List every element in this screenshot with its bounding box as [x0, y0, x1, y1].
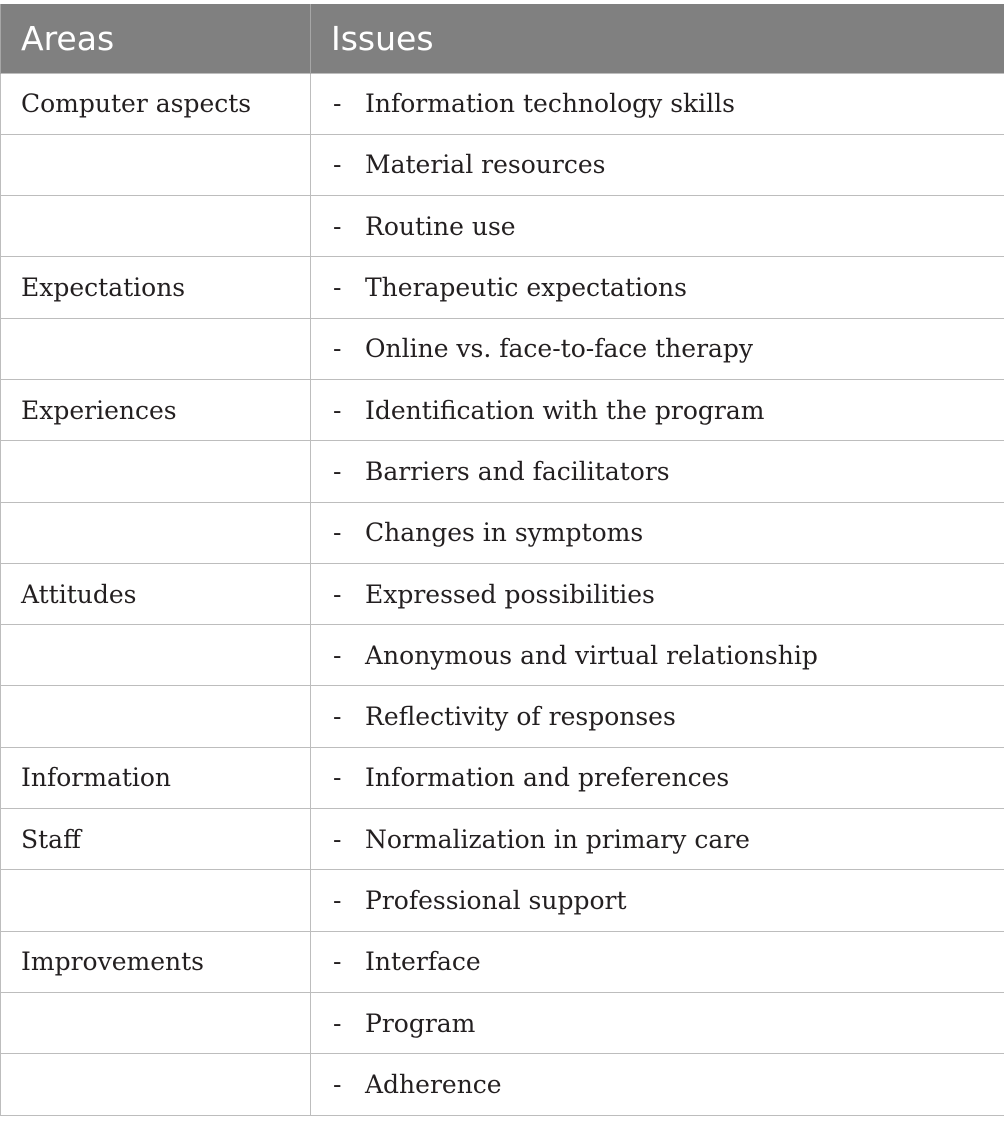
area-cell: Computer aspects	[1, 73, 311, 134]
table-row	[1, 502, 1004, 563]
issue-cell	[311, 870, 1004, 931]
areas-issues-table	[0, 4, 1004, 1116]
bullet-dash: -	[333, 947, 342, 977]
area-cell	[1, 441, 311, 502]
issue-cell	[311, 809, 1004, 870]
bullet-dash: -	[333, 89, 342, 119]
area-cell	[1, 625, 311, 686]
bullet-dash: -	[333, 579, 342, 609]
issue-text: Therapeutic expectations	[365, 273, 687, 303]
issue-cell	[311, 441, 1004, 502]
table-row	[1, 73, 1004, 134]
bullet-dash: -	[333, 395, 342, 425]
issue-cell	[311, 502, 1004, 563]
areas-issues-table-container	[0, 4, 1004, 1116]
area-cell: Attitudes	[1, 563, 311, 624]
area-cell: Staff	[1, 809, 311, 870]
table-row	[1, 134, 1004, 195]
issue-cell	[311, 134, 1004, 195]
area-cell	[1, 992, 311, 1053]
issue-text: Adherence	[365, 1069, 502, 1099]
issue-cell	[311, 73, 1004, 134]
issue-text: Barriers and facilitators	[365, 456, 670, 486]
table-body	[1, 73, 1004, 1115]
header-issues: Issues	[311, 4, 1004, 73]
area-cell: Information	[1, 747, 311, 808]
issue-text: Changes in symptoms	[365, 518, 644, 548]
table-row	[1, 870, 1004, 931]
issue-text: Anonymous and virtual relationship	[365, 640, 818, 670]
table-row	[1, 379, 1004, 440]
issue-cell	[311, 931, 1004, 992]
issue-text: Routine use	[365, 211, 516, 241]
bullet-dash: -	[333, 702, 342, 732]
issue-text: Program	[365, 1008, 476, 1038]
bullet-dash: -	[333, 886, 342, 915]
issue-cell	[311, 318, 1004, 379]
table-row	[1, 747, 1004, 808]
area-cell: Improvements	[1, 931, 311, 992]
bullet-dash: -	[333, 273, 342, 303]
bullet-dash: -	[333, 518, 342, 548]
issue-cell	[311, 747, 1004, 808]
issue-cell	[311, 625, 1004, 686]
bullet-dash: -	[333, 150, 342, 180]
table-row	[1, 441, 1004, 502]
issue-cell	[311, 257, 1004, 318]
table-row	[1, 257, 1004, 318]
issue-cell	[311, 1054, 1004, 1115]
table-row	[1, 196, 1004, 257]
issue-cell	[311, 686, 1004, 747]
table-row	[1, 625, 1004, 686]
issue-text: Material resources	[365, 150, 606, 180]
issue-text: Professional support	[365, 886, 627, 915]
bullet-dash: -	[333, 334, 342, 364]
area-cell	[1, 502, 311, 563]
table-row	[1, 563, 1004, 624]
table-row	[1, 318, 1004, 379]
area-cell	[1, 134, 311, 195]
table-row	[1, 931, 1004, 992]
issue-cell	[311, 563, 1004, 624]
table-header	[1, 4, 1004, 73]
table-row	[1, 809, 1004, 870]
issue-cell	[311, 196, 1004, 257]
area-cell: Experiences	[1, 379, 311, 440]
area-cell	[1, 1054, 311, 1115]
header-row	[1, 4, 1004, 73]
issue-text: Interface	[365, 947, 481, 977]
table-row	[1, 1054, 1004, 1115]
area-cell	[1, 196, 311, 257]
area-cell	[1, 870, 311, 931]
issue-text: Expressed possibilities	[365, 579, 655, 609]
issue-text: Online vs. face-to-face therapy	[365, 334, 754, 364]
table-row	[1, 992, 1004, 1053]
issue-text: Information technology skills	[365, 89, 735, 119]
issue-text: Reflectivity of responses	[365, 702, 676, 732]
area-cell	[1, 686, 311, 747]
issue-text: Information and preferences	[365, 763, 730, 793]
issue-text: Identification with the program	[365, 395, 765, 425]
area-cell	[1, 318, 311, 379]
table-row	[1, 686, 1004, 747]
area-cell: Expectations	[1, 257, 311, 318]
bullet-dash: -	[333, 1008, 342, 1038]
bullet-dash: -	[333, 1069, 342, 1099]
bullet-dash: -	[333, 456, 342, 486]
header-areas: Areas	[1, 4, 311, 73]
issue-cell	[311, 379, 1004, 440]
bullet-dash: -	[333, 824, 342, 854]
bullet-dash: -	[333, 763, 342, 793]
issue-text: Normalization in primary care	[365, 824, 750, 854]
issue-cell	[311, 992, 1004, 1053]
bullet-dash: -	[333, 640, 342, 670]
bullet-dash: -	[333, 211, 342, 241]
